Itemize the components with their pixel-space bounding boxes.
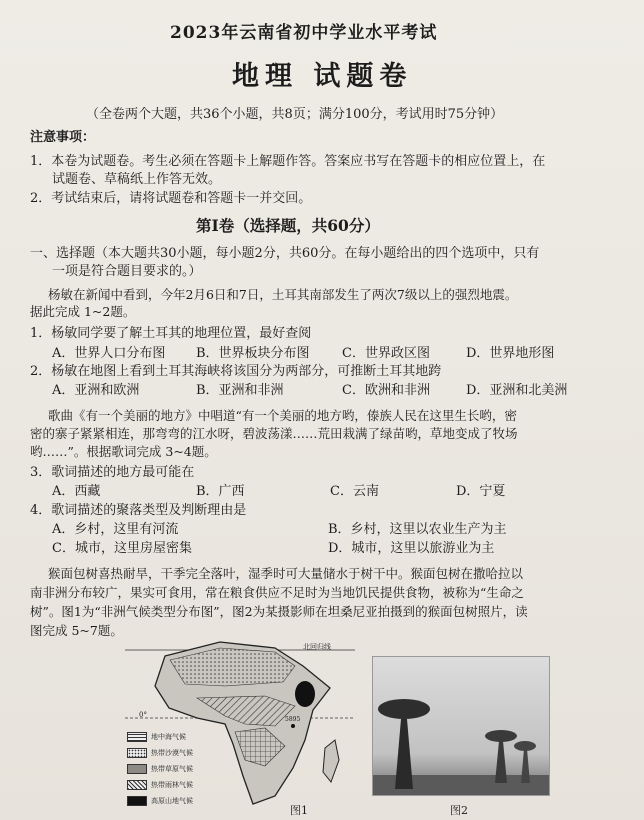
notes-item-2: 2．考试结束后，请将试题卷和答题卡一并交回。 xyxy=(30,191,312,206)
question-1: 1．杨敏同学要了解土耳其的地理位置，最好查阅 xyxy=(30,326,312,341)
baobab-photo-svg xyxy=(373,657,549,795)
notes-label: 注意事项： xyxy=(30,130,96,145)
q1-option-a: A．世界人口分布图 xyxy=(52,346,166,361)
q3-option-b: B．广西 xyxy=(196,484,245,499)
stem-1-cont: 据此完成 1~2题。 xyxy=(30,304,136,319)
legend-savanna xyxy=(127,764,193,774)
q3-option-d: D．宁夏 xyxy=(456,484,506,499)
swatch-desert xyxy=(127,748,147,758)
question-3: 3．歌词描述的地方最可能在 xyxy=(30,465,195,480)
legend-label: 热带雨林气候 xyxy=(151,781,193,789)
q4-option-b: B．乡村，这里以农业生产为主 xyxy=(328,522,507,537)
swatch-highland xyxy=(127,796,147,806)
q1-option-b: B．世界板块分布图 xyxy=(196,346,310,361)
q4-option-a: A．乡村，这里有河流 xyxy=(52,522,179,537)
exam-subtitle: 地理 试题卷 xyxy=(232,61,413,92)
q2-option-c: C．欧洲和非洲 xyxy=(342,383,430,398)
stem-3-line-3: 树”。图1为“非洲气候类型分布图”，图2为某摄影师在坦桑尼亚拍摄到的猴面包树照片，读 xyxy=(30,604,528,619)
q3-option-c: C．云南 xyxy=(330,484,379,499)
stem-2: 歌曲《有一个美丽的地方》中唱道“有一个美丽的地方哟，傣族人民在这里生长哟，密 xyxy=(48,408,517,423)
peak-label: 5895 xyxy=(285,716,301,723)
part-instructions-cont: 一项是符合题目要求的。） xyxy=(52,264,202,279)
highland-zone xyxy=(295,681,315,707)
figure-1-caption: 图1 xyxy=(290,804,308,817)
tropic-label: 北回归线 xyxy=(303,643,331,651)
swatch-rainforest xyxy=(127,780,147,790)
q2-option-b: B．亚洲和非洲 xyxy=(196,383,284,398)
madagascar-outline xyxy=(323,740,339,782)
exam-title: 2023年云南省初中学业水平考试 xyxy=(170,23,438,43)
section-title: 第Ⅰ卷（选择题，共60分） xyxy=(196,216,380,235)
legend-highland xyxy=(127,796,193,806)
stem-2-line-3: 哟……”。根据歌词完成 3~4题。 xyxy=(30,444,217,459)
q1-option-d: D．世界地形图 xyxy=(466,346,555,361)
q2-option-a: A．亚洲和欧洲 xyxy=(52,383,140,398)
baobab-crown xyxy=(378,699,430,719)
figure-1-climate-map xyxy=(125,636,355,814)
swatch-mediterranean xyxy=(127,732,147,742)
q4-option-c: C．城市，这里房屋密集 xyxy=(52,541,192,556)
figure-2-caption: 图2 xyxy=(450,804,468,817)
equator-label: 0° xyxy=(139,711,147,719)
legend-mediterranean xyxy=(127,732,186,742)
swatch-savanna xyxy=(127,764,147,774)
baobab-crown xyxy=(485,730,517,742)
legend-label: 热带草原气候 xyxy=(151,765,193,773)
q4-option-d: D．城市，这里以旅游业为主 xyxy=(328,541,495,556)
baobab-crown xyxy=(514,741,536,751)
legend-rainforest xyxy=(127,780,193,790)
legend-desert xyxy=(127,748,193,758)
q2-option-d: D．亚洲和北美洲 xyxy=(466,383,568,398)
notes-item-1: 1．本卷为试题卷。考生必须在答题卡上解题作答。答案应书写在答题卡的相应位置上，在 xyxy=(30,154,546,169)
stem-2-line-2: 密的寨子紧紧相连，那弯弯的江水呀，碧波荡漾……荒田栽满了绿苗哟，草地变成了牧场 xyxy=(30,426,518,441)
figure-2-baobab-photo xyxy=(372,656,550,796)
baobab-trunk xyxy=(521,749,530,783)
q1-option-c: C．世界政区图 xyxy=(342,346,430,361)
notes-item-1-cont: 试题卷、草稿纸上作答无效。 xyxy=(52,172,222,187)
legend-label: 地中海气候 xyxy=(151,733,186,741)
stem-3-line-4: 图完成 5~7题。 xyxy=(30,623,123,638)
peak-marker xyxy=(291,724,295,728)
q3-option-a: A．西藏 xyxy=(52,484,101,499)
legend-label: 热带沙漠气候 xyxy=(151,749,193,757)
baobab-trunk xyxy=(395,719,413,789)
legend-label: 高原山地气候 xyxy=(151,797,193,805)
exam-meta: （全卷两个大题，共36个小题，共8页；满分100分，考试用时75分钟） xyxy=(86,107,504,122)
baobab-trunk xyxy=(495,741,507,783)
part-instructions: 一、选择题（本大题共30小题，每小题2分，共60分。在每小题给出的四个选项中，只有 xyxy=(30,246,540,261)
stem-3: 猴面包树喜热耐旱，干季完全落叶，湿季时可大量储水于树干中。猴面包树在撒哈拉以 xyxy=(48,566,524,581)
question-2: 2．杨敏在地图上看到土耳其海峡将该国分为两部分，可推断土耳其地跨 xyxy=(30,364,442,379)
stem-1: 杨敏在新闻中看到，今年2月6日和7日，土耳其南部发生了两次7级以上的强烈地震。 xyxy=(48,287,518,302)
question-4: 4．歌词描述的聚落类型及判断理由是 xyxy=(30,503,247,518)
stem-3-line-2: 南非洲分布较广，果实可食用，常在粮食供应不足时为当地饥民提供食物，被称为“生命之 xyxy=(30,585,524,600)
